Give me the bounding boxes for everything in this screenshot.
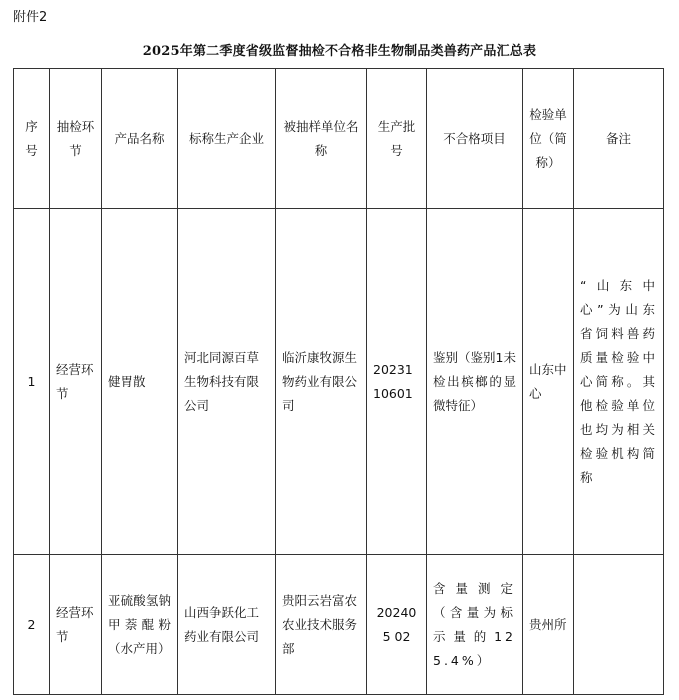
table-row [14, 209, 664, 555]
row-remark [574, 555, 664, 695]
row-seq: 2 [14, 555, 50, 695]
results-table [13, 68, 664, 695]
row-batch: 2023110601 [367, 209, 427, 555]
row-product: 健胃散 [102, 209, 178, 555]
row-lab: 贵州所 [523, 555, 574, 695]
table-row [14, 555, 664, 695]
header-failed-item: 不合格项目 [427, 69, 523, 209]
header-remark: 备注 [574, 69, 664, 209]
header-manufacturer: 标称生产企业 [178, 69, 276, 209]
header-sampled-unit: 被抽样单位名称 [276, 69, 367, 209]
row-sampled-unit: 贵阳云岩富农农业技术服务部 [276, 555, 367, 695]
page-title: 2025年第二季度省级监督抽检不合格非生物制品类兽药产品汇总表 [142, 44, 537, 59]
header-seq: 序号 [14, 69, 50, 209]
row-remark: “山东中心”为山东省饲料兽药质量检验中心简称。其他检验单位也均为相关检验机构简称 [574, 209, 664, 555]
row-seq: 1 [14, 209, 50, 555]
row-failed-item: 鉴别（鉴别1未检出槟榔的显微特征） [427, 209, 523, 555]
row-lab: 山东中心 [523, 209, 574, 555]
table-header-row [14, 69, 664, 209]
row-stage: 经营环节 [50, 209, 102, 555]
row-product: 亚硫酸氢钠甲萘醌粉（水产用） [102, 555, 178, 695]
header-lab: 检验单位（简称） [523, 69, 574, 209]
header-product: 产品名称 [102, 69, 178, 209]
row-manufacturer: 河北同源百草生物科技有限公司 [178, 209, 276, 555]
row-batch: 202405 02 [367, 555, 427, 695]
row-failed-item: 含量测定（含量为标示量的125.4%） [427, 555, 523, 695]
attachment-label: 附件2 [13, 10, 48, 25]
row-sampled-unit: 临沂康牧源生物药业有限公司 [276, 209, 367, 555]
row-manufacturer: 山西争跃化工药业有限公司 [178, 555, 276, 695]
row-stage: 经营环节 [50, 555, 102, 695]
header-stage: 抽检环节 [50, 69, 102, 209]
header-batch: 生产批号 [367, 69, 427, 209]
